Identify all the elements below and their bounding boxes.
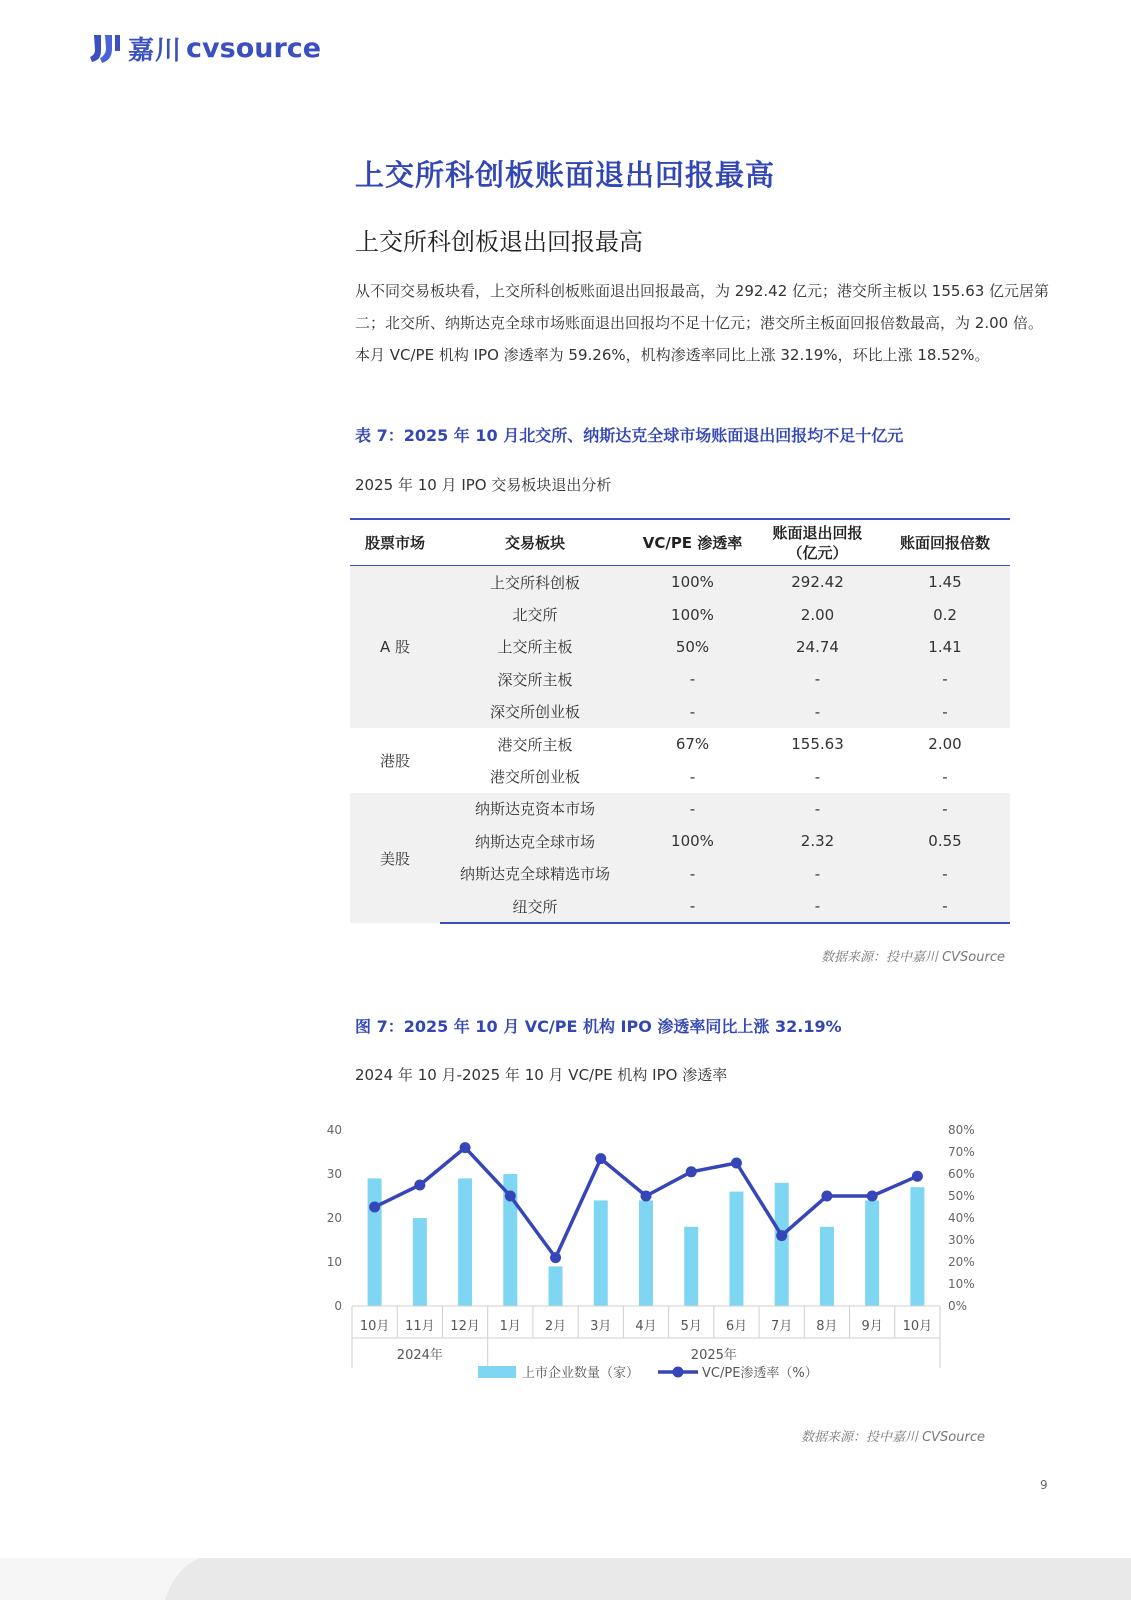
- return-cell: -: [755, 663, 880, 695]
- table-row: [350, 728, 1010, 760]
- line-point: [912, 1171, 923, 1182]
- x-tick-label: 4月: [635, 1319, 657, 1334]
- table-row: [350, 760, 1010, 792]
- figure-subtitle: 2024 年 10 月-2025 年 10 月 VC/PE 机构 IPO 渗透率: [355, 1066, 728, 1084]
- y-right-tick-label: 40%: [948, 1211, 975, 1225]
- table-row: [350, 663, 1010, 695]
- table-row: [350, 696, 1010, 728]
- table-subtitle: 2025 年 10 月 IPO 交易板块退出分析: [355, 476, 612, 494]
- figure-source: 数据来源：投中嘉川 CVSource: [800, 1430, 985, 1445]
- legend-line-marker: [673, 1367, 684, 1378]
- x-tick-label: 8月: [816, 1319, 838, 1334]
- bar: [775, 1183, 789, 1306]
- table-row: [350, 631, 1010, 663]
- year-group-label: 2025年: [690, 1348, 737, 1363]
- multiple-cell: 2.00: [928, 735, 962, 754]
- line-point: [414, 1180, 425, 1191]
- y-right-tick-label: 70%: [948, 1145, 975, 1159]
- brand-en: cvsource: [186, 33, 322, 64]
- footer-decoration: [0, 1558, 200, 1600]
- return-cell: -: [814, 767, 821, 786]
- multiple-cell: -: [880, 793, 1010, 825]
- penetration-cell: -: [630, 663, 755, 695]
- line-point: [821, 1191, 832, 1202]
- bar: [729, 1192, 743, 1306]
- penetration-cell: 67%: [675, 735, 710, 754]
- bar: [865, 1200, 879, 1306]
- y-left-tick-label: 10: [326, 1255, 342, 1269]
- penetration-cell: -: [630, 890, 755, 923]
- table-source: 数据来源：投中嘉川 CVSource: [820, 950, 1005, 965]
- header-penetration: VC/PE 渗透率: [630, 519, 755, 566]
- figure-caption: 图 7：2025 年 10 月 VC/PE 机构 IPO 渗透率同比上涨 32.19%: [355, 1017, 842, 1036]
- bar: [458, 1178, 472, 1306]
- header-board: 交易板块: [440, 519, 630, 566]
- multiple-cell: 0.55: [880, 825, 1010, 857]
- header-multiple: 账面回报倍数: [880, 519, 1010, 566]
- market-cell: 美股: [350, 793, 440, 924]
- header-exit-return: 账面退出回报 （亿元）: [755, 519, 880, 566]
- y-left-tick-label: 40: [326, 1123, 342, 1137]
- bar: [684, 1227, 698, 1306]
- x-tick-label: 5月: [680, 1319, 702, 1334]
- line-point: [686, 1166, 697, 1177]
- x-tick-label: 7月: [771, 1319, 793, 1334]
- x-tick-label: 6月: [725, 1319, 748, 1334]
- return-cell: 2.00: [755, 598, 880, 630]
- market-cell: 港股: [379, 751, 410, 770]
- penetration-chart: [320, 1110, 1010, 1410]
- brand-logo: [88, 30, 321, 67]
- bar: [639, 1200, 653, 1306]
- multiple-cell: -: [880, 696, 1010, 728]
- x-tick-label: 3月: [590, 1319, 612, 1334]
- x-tick-label: 12月: [450, 1319, 480, 1334]
- return-cell: 292.42: [755, 566, 880, 599]
- line-point: [731, 1158, 742, 1169]
- table-row: [350, 793, 1010, 825]
- board-cell: 上交所主板: [440, 631, 630, 663]
- multiple-cell: -: [880, 858, 1010, 890]
- return-cell: -: [755, 696, 880, 728]
- return-cell: -: [755, 858, 880, 890]
- brand-cn: 嘉川: [128, 36, 183, 66]
- line-point: [550, 1252, 561, 1263]
- page-number: 9: [1040, 1478, 1048, 1492]
- board-cell: 纳斯达克全球精选市场: [440, 858, 630, 890]
- y-right-tick-label: 30%: [948, 1233, 975, 1247]
- line-point: [595, 1153, 606, 1164]
- penetration-cell: -: [630, 858, 755, 890]
- return-cell: 24.74: [755, 631, 880, 663]
- table-row: [350, 598, 1010, 630]
- y-right-tick-label: 20%: [948, 1255, 975, 1269]
- board-cell: 港交所创业板: [489, 768, 580, 787]
- summary-paragraph: 从不同交易板块看，上交所科创板账面退出回报最高，为 292.42 亿元；港交所主板以 155.63 亿元居第二；北交所、纳斯达克全球市场账面退出回报均不足十亿元；港交所主板面回报倍数最高，为 2.00 倍。本月 VC/PE 机构 IPO 渗透率为 59.26%，机构渗透率同比上涨 32.19%，环比上涨 18.52%。: [355, 282, 1050, 364]
- return-cell: -: [755, 793, 880, 825]
- board-cell: 深交所主板: [440, 663, 630, 695]
- line-point: [867, 1191, 878, 1202]
- board-cell: 纽交所: [440, 890, 630, 923]
- bar: [820, 1227, 834, 1306]
- penetration-cell: 100%: [630, 598, 755, 630]
- x-tick-label: 11月: [405, 1319, 435, 1334]
- multiple-cell: -: [880, 890, 1010, 923]
- board-cell: 北交所: [440, 598, 630, 630]
- table-header-row: [350, 519, 1010, 566]
- bar: [594, 1200, 608, 1306]
- x-tick-label: 10月: [359, 1319, 390, 1334]
- legend-line-label: VC/PE渗透率（%）: [702, 1366, 818, 1381]
- line-point: [369, 1202, 380, 1213]
- penetration-cell: 100%: [630, 825, 755, 857]
- return-cell: 155.63: [791, 735, 844, 754]
- penetration-cell: -: [630, 696, 755, 728]
- sub-title: 上交所科创板退出回报最高: [355, 228, 643, 256]
- x-tick-label: 2月: [544, 1319, 567, 1334]
- market-cell: A 股: [350, 566, 440, 728]
- x-tick-label: 1月: [499, 1319, 521, 1334]
- year-group-label: 2024年: [396, 1348, 443, 1363]
- y-right-tick-label: 0%: [948, 1299, 968, 1313]
- table-row: [350, 566, 1010, 599]
- legend-bar-swatch: [478, 1366, 516, 1378]
- multiple-cell: -: [880, 663, 1010, 695]
- table-caption: 表 7：2025 年 10 月北交所、纳斯达克全球市场账面退出回报均不足十亿元: [355, 426, 904, 445]
- line-point: [460, 1142, 471, 1153]
- line-point: [776, 1230, 787, 1241]
- bar: [368, 1178, 382, 1306]
- board-cell: 深交所创业板: [440, 696, 630, 728]
- multiple-cell: 0.2: [880, 598, 1010, 630]
- board-cell: 纳斯达克全球市场: [440, 825, 630, 857]
- line-point: [505, 1191, 516, 1202]
- y-right-tick-label: 50%: [948, 1189, 975, 1203]
- return-cell: 2.32: [755, 825, 880, 857]
- penetration-cell: 100%: [630, 566, 755, 599]
- bar: [413, 1218, 427, 1306]
- return-cell: -: [755, 890, 880, 923]
- legend-bar-label: 上市企业数量（家）: [522, 1366, 640, 1381]
- line-point: [641, 1191, 652, 1202]
- section-title: 上交所科创板账面退出回报最高: [355, 158, 776, 192]
- multiple-cell: 1.45: [880, 566, 1010, 599]
- board-cell: 港交所主板: [497, 735, 573, 754]
- y-right-tick-label: 80%: [948, 1123, 975, 1137]
- table-row: [350, 825, 1010, 857]
- bar: [549, 1266, 563, 1306]
- y-left-tick-label: 30: [326, 1167, 342, 1181]
- x-tick-label: 9月: [861, 1319, 883, 1334]
- y-left-tick-label: 20: [326, 1211, 342, 1225]
- multiple-cell: 1.41: [880, 631, 1010, 663]
- table-row: [350, 858, 1010, 890]
- y-left-tick-label: 0: [334, 1299, 342, 1313]
- cvsource-logo-icon: [88, 33, 122, 65]
- y-right-tick-label: 60%: [948, 1167, 975, 1181]
- y-right-tick-label: 10%: [948, 1277, 975, 1291]
- header-market: 股票市场: [350, 519, 440, 566]
- table-row: [350, 890, 1010, 923]
- exit-analysis-table: [350, 518, 1010, 924]
- penetration-cell: 50%: [630, 631, 755, 663]
- board-cell: 纳斯达克资本市场: [440, 793, 630, 825]
- penetration-cell: -: [689, 767, 696, 786]
- penetration-cell: -: [630, 793, 755, 825]
- multiple-cell: -: [942, 767, 948, 786]
- bar: [910, 1187, 924, 1306]
- board-cell: 上交所科创板: [440, 566, 630, 599]
- x-tick-label: 10月: [902, 1319, 933, 1334]
